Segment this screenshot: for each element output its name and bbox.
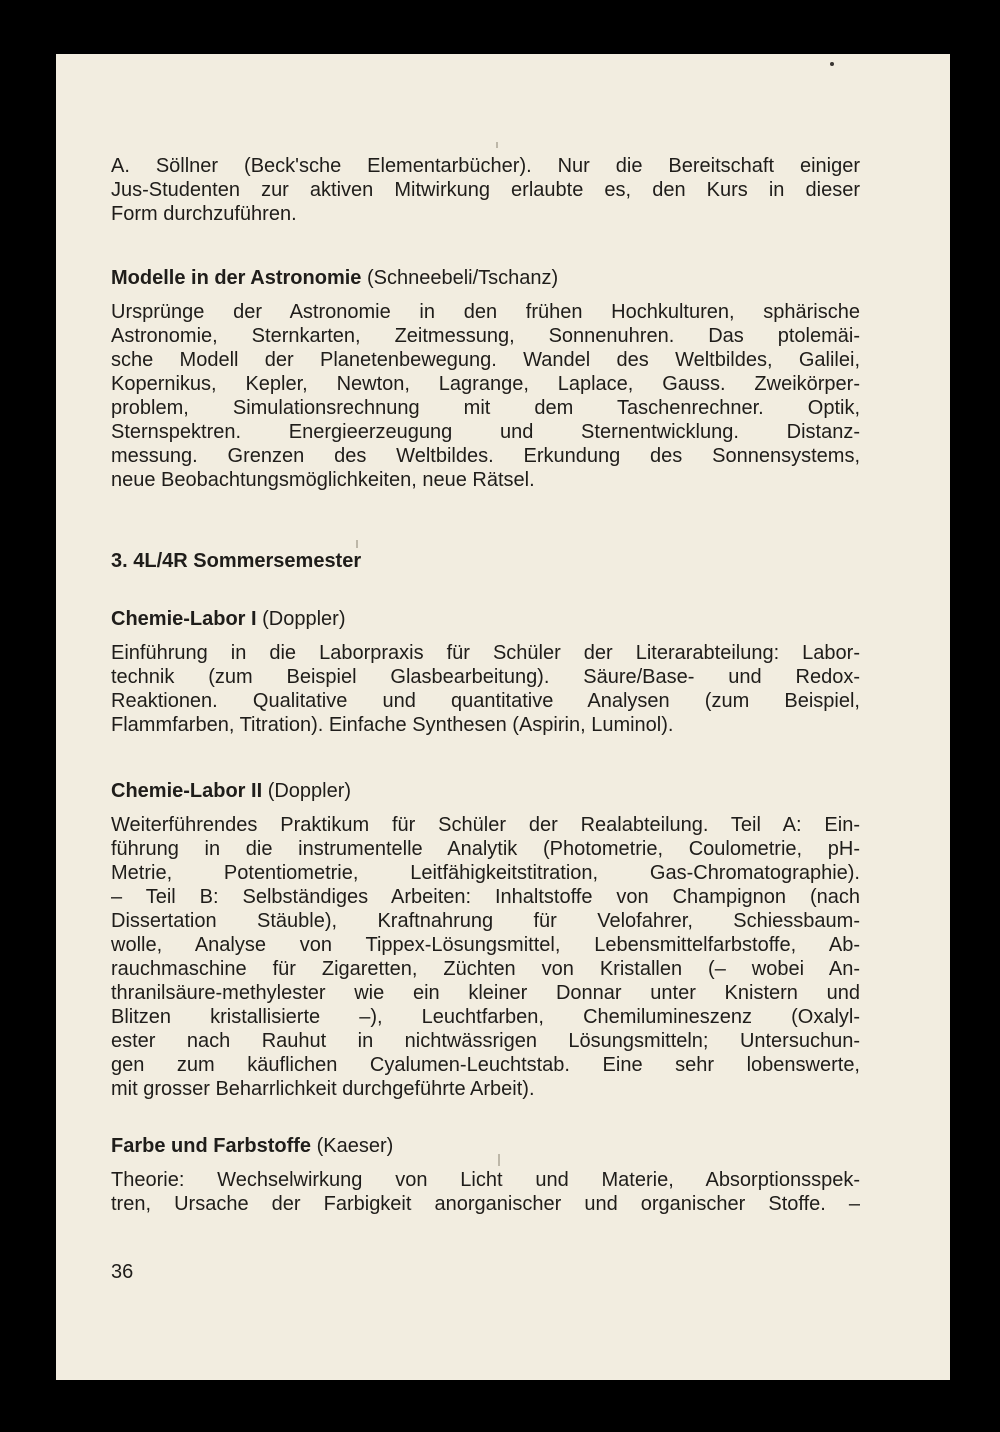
text-line: messung. Grenzen des Weltbildes. Erkundung des Sonnensystems, (111, 445, 860, 467)
color-paragraph (111, 1168, 860, 1216)
section-teachers: (Kaeser) (316, 1135, 394, 1157)
chem-lab-1-paragraph (111, 641, 860, 737)
text-line: Theorie: Wechselwirkung von Licht und Materie, Absorptionsspek- (111, 1169, 860, 1191)
text-line: problem, Simulationsrechnung mit dem Taschenrechner. Optik, (111, 397, 860, 419)
section-title: Chemie-Labor II (111, 780, 263, 802)
text-line: Weiterführendes Praktikum für Schüler der Realabteilung. Teil A: Ein- (111, 814, 860, 836)
text-line: Metrie, Potentiometrie, Leitfähigkeitstitration, Gas-Chromatographie). (111, 862, 860, 884)
section-teachers: (Schneebeli/Tschanz) (366, 267, 559, 289)
text-line: führung in die instrumentelle Analytik (Photometrie, Coulometrie, pH- (111, 838, 860, 860)
page-number: 36 (111, 1261, 134, 1283)
text-line: ester nach Rauhut in nichtwässrigen Lösungsmitteln; Untersuchun- (111, 1030, 860, 1052)
section-title: Farbe und Farbstoffe (111, 1135, 312, 1157)
section-title: Chemie-Labor I (111, 608, 257, 630)
text-line: Form durchzuführen. (111, 203, 297, 225)
text-line: Ursprünge der Astronomie in den frühen Hochkulturen, sphärische (111, 301, 860, 323)
text-line: Reaktionen. Qualitative und quantitative Analysen (zum Beispiel, (111, 690, 860, 712)
color-heading (111, 1134, 860, 1158)
text-line: Blitzen kristallisierte –), Leuchtfarben, Chemilumineszenz (Oxalyl- (111, 1006, 860, 1028)
paper-speck (496, 142, 498, 148)
text-line: wolle, Analyse von Tippex-Lösungsmittel, Lebensmittelfarbstoffe, Ab- (111, 934, 860, 956)
text-line: mit grosser Beharrlichkeit durchgeführte Arbeit). (111, 1078, 535, 1100)
semester-heading (111, 549, 860, 573)
text-line: Jus-Studenten zur aktiven Mitwirkung erlaubte es, den Kurs in dieser (111, 179, 860, 201)
text-line: – Teil B: Selbständiges Arbeiten: Inhaltstoffe von Champignon (nach (111, 886, 860, 908)
text-line: sche Modell der Planetenbewegung. Wandel des Weltbildes, Galilei, (111, 349, 860, 371)
section-teachers: (Doppler) (267, 780, 352, 802)
text-line: thranilsäure-methylester wie ein kleiner Donnar unter Knistern und (111, 982, 860, 1004)
section-teachers: (Doppler) (262, 608, 346, 630)
text-line: Einführung in die Laborpraxis für Schüler der Literarabteilung: Labor- (111, 642, 860, 664)
text-line: Kopernikus, Kepler, Newton, Lagrange, Laplace, Gauss. Zweikörper- (111, 373, 860, 395)
text-line: rauchmaschine für Zigaretten, Züchten von Kristallen (– wobei An- (111, 958, 860, 980)
text-line: Flammfarben, Titration). Einfache Synthesen (Aspirin, Luminol). (111, 714, 674, 736)
astronomy-heading (111, 266, 860, 290)
chem-lab-2-paragraph (111, 813, 860, 1101)
intro-paragraph (111, 154, 860, 226)
chem-lab-2-heading (111, 779, 860, 803)
document-page (56, 54, 950, 1380)
text-line: technik (zum Beispiel Glasbearbeitung). Säure/Base- und Redox- (111, 666, 860, 688)
semester-title: 3. 4L/4R Sommersemester (111, 550, 362, 572)
page-content (111, 154, 860, 1216)
chem-lab-1-heading (111, 607, 860, 631)
text-line: Dissertation Stäuble), Kraftnahrung für Velofahrer, Schiessbaum- (111, 910, 860, 932)
text-line: A. Söllner (Beck'sche Elementarbücher). Nur die Bereitschaft einiger (111, 155, 860, 177)
text-line: Sternspektren. Energieerzeugung und Sternentwicklung. Distanz- (111, 421, 860, 443)
section-title: Modelle in der Astronomie (111, 267, 362, 289)
text-line: Astronomie, Sternkarten, Zeitmessung, Sonnenuhren. Das ptolemäi- (111, 325, 860, 347)
text-line: gen zum käuflichen Cyalumen-Leuchtstab. Eine sehr lobenswerte, (111, 1054, 860, 1076)
paper-speck (830, 62, 834, 66)
astronomy-paragraph (111, 300, 860, 492)
text-line: tren, Ursache der Farbigkeit anorganischer und organischer Stoffe. – (111, 1193, 860, 1215)
text-line: neue Beobachtungsmöglichkeiten, neue Rätsel. (111, 469, 535, 491)
